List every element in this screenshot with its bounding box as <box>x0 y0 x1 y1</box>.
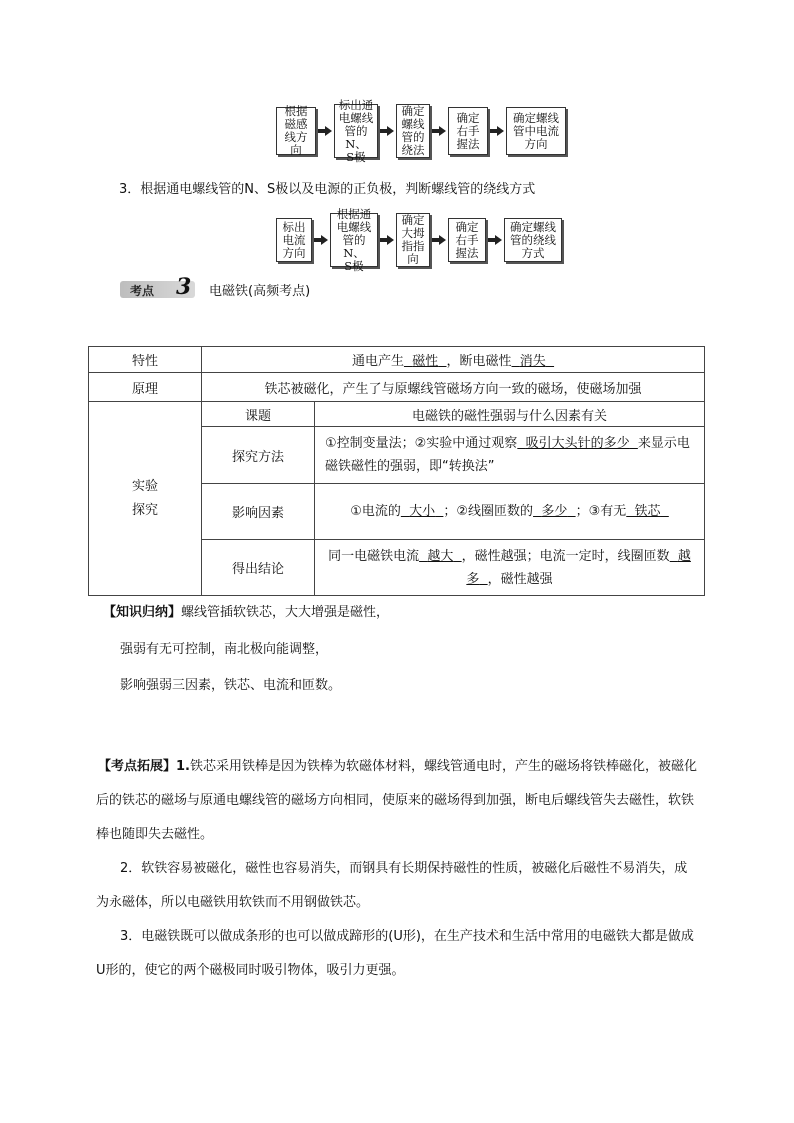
text: ，磁性越强 <box>487 571 553 587</box>
text: 1. <box>176 759 190 774</box>
text: 来显示电磁铁磁性的强弱，即“转换法” <box>325 436 690 474</box>
extend-tag: 【考点拓展】 <box>98 759 177 774</box>
row-content <box>315 540 705 596</box>
text: 铁芯采用铁棒是因为铁棒为软磁体材料，螺线管通电时，产生的磁场将铁棒磁化，被磁化后的铁芯的磁场与原通电螺线管的磁场方向相同，使原来的磁场得到加强，断电后螺线管失去磁性，软铁棒也随即失去磁性。 <box>96 759 698 842</box>
text: ①控制变量法；②实验中通过观察 <box>325 436 518 451</box>
summary-line-2: 强弱有无可控制，南北极向能调整， <box>120 642 329 657</box>
arrow-right-icon <box>432 235 446 245</box>
answer: 越大 <box>427 548 454 564</box>
row-label: 探究方法 <box>202 427 315 484</box>
blank-answer <box>401 504 444 519</box>
kaodian-badge <box>120 274 195 300</box>
answer: 磁性 <box>412 354 439 369</box>
answer: 多少 <box>541 504 568 519</box>
blank-answer <box>517 436 638 451</box>
flow1-step-3: 确定 螺线 管的 绕法 <box>396 104 430 158</box>
text: 探究 <box>131 502 158 518</box>
summary-tag: 【知识归纳】 <box>103 605 182 620</box>
kaodian-label: 考点 <box>130 284 155 298</box>
row-content <box>315 484 705 540</box>
text: 螺线管插软铁芯，大大增强是磁性， <box>181 605 390 620</box>
blank-answer <box>533 504 576 519</box>
row-label: 得出结论 <box>202 540 315 596</box>
text: 实验 <box>131 478 158 494</box>
item-3-text: 3．根据通电螺线管的N、S极以及电源的正负极，判断螺线管的绕线方式 <box>119 182 536 197</box>
row-content: 铁芯被磁化，产生了与原螺线管磁场方向一致的磁场，使磁场加强 <box>202 373 705 402</box>
flow2-step-2: 根据通 电螺线 管的N、 S极 <box>330 213 378 267</box>
row-content <box>315 427 705 484</box>
answer: 大小 <box>409 504 436 519</box>
flow2-step-4: 确定 右手 握法 <box>448 218 486 262</box>
extend-paragraph-3: 3．电磁铁既可以做成条形的也可以做成蹄形的(U形)，在生产技术和生活中常用的电磁铁大都是做成U形的，使它的两个磁极同时吸引物体，吸引力更强。 <box>96 929 694 978</box>
arrow-right-icon <box>318 126 332 136</box>
flow1-step-4: 确定 右手 握法 <box>448 107 488 155</box>
arrow-right-icon <box>380 126 394 136</box>
summary-line-1 <box>103 604 389 622</box>
table-row <box>89 373 705 402</box>
row-label: 特性 <box>89 347 202 373</box>
flow1-step-1: 根据 磁感 线方向 <box>276 107 316 155</box>
flow1-step-5: 确定螺线 管中电流 方向 <box>506 107 566 155</box>
text: ；②线圈匝数的 <box>443 504 534 519</box>
text: ；③有无 <box>575 504 627 519</box>
text: ，断电磁性 <box>446 354 512 369</box>
kaodian-number: 3 <box>176 274 192 300</box>
answer: 铁芯 <box>634 504 661 519</box>
arrow-right-icon <box>490 126 504 136</box>
extend-paragraph-1 <box>96 750 700 852</box>
section-title: 电磁铁(高频考点) <box>209 284 311 299</box>
row-label: 影响因素 <box>202 484 315 540</box>
text: 同一电磁铁电流 <box>328 548 420 564</box>
table-row <box>89 402 705 427</box>
section-header <box>120 274 311 300</box>
summary-line-3: 影响强弱三因素，铁芯、电流和匝数。 <box>120 678 342 693</box>
row-label: 课题 <box>202 402 315 427</box>
blank-answer <box>512 354 555 369</box>
experiment-label <box>89 402 202 596</box>
row-label: 原理 <box>89 373 202 402</box>
flowchart-2 <box>276 206 562 273</box>
row-content <box>202 347 705 373</box>
extend-paragraph-2: 2．软铁容易被磁化，磁性也容易消失，而钢具有长期保持磁性的性质，被磁化后磁性不易消失，成为永磁体，所以电磁铁用软铁而不用钢做铁芯。 <box>96 861 688 910</box>
arrow-right-icon <box>432 126 446 136</box>
text: ①电流的 <box>350 504 401 519</box>
arrow-right-icon <box>314 235 328 245</box>
answer: 越多 <box>466 548 691 587</box>
text: 通电产生 <box>351 354 404 369</box>
row-content: 电磁铁的磁性强弱与什么因素有关 <box>315 402 705 427</box>
answer: 吸引大头针的多少 <box>525 436 630 451</box>
arrow-right-icon <box>380 235 394 245</box>
arrow-right-icon <box>488 235 502 245</box>
flow2-step-5: 确定螺线 管的绕线 方式 <box>504 218 562 262</box>
table-row <box>89 347 705 373</box>
flow1-step-2: 标出通 电螺线 管的N、 S极 <box>334 104 378 158</box>
flow2-step-3: 确定 大拇 指指 向 <box>396 213 430 267</box>
blank-answer <box>404 354 447 369</box>
electromagnet-table <box>88 346 705 596</box>
flowchart-1 <box>276 97 566 164</box>
flow2-step-1: 标出 电流 方向 <box>276 218 312 262</box>
answer: 消失 <box>519 354 546 369</box>
blank-answer <box>626 504 669 519</box>
text: ，磁性越强；电流一定时，线圈匝数 <box>461 548 670 564</box>
blank-answer <box>419 549 462 564</box>
